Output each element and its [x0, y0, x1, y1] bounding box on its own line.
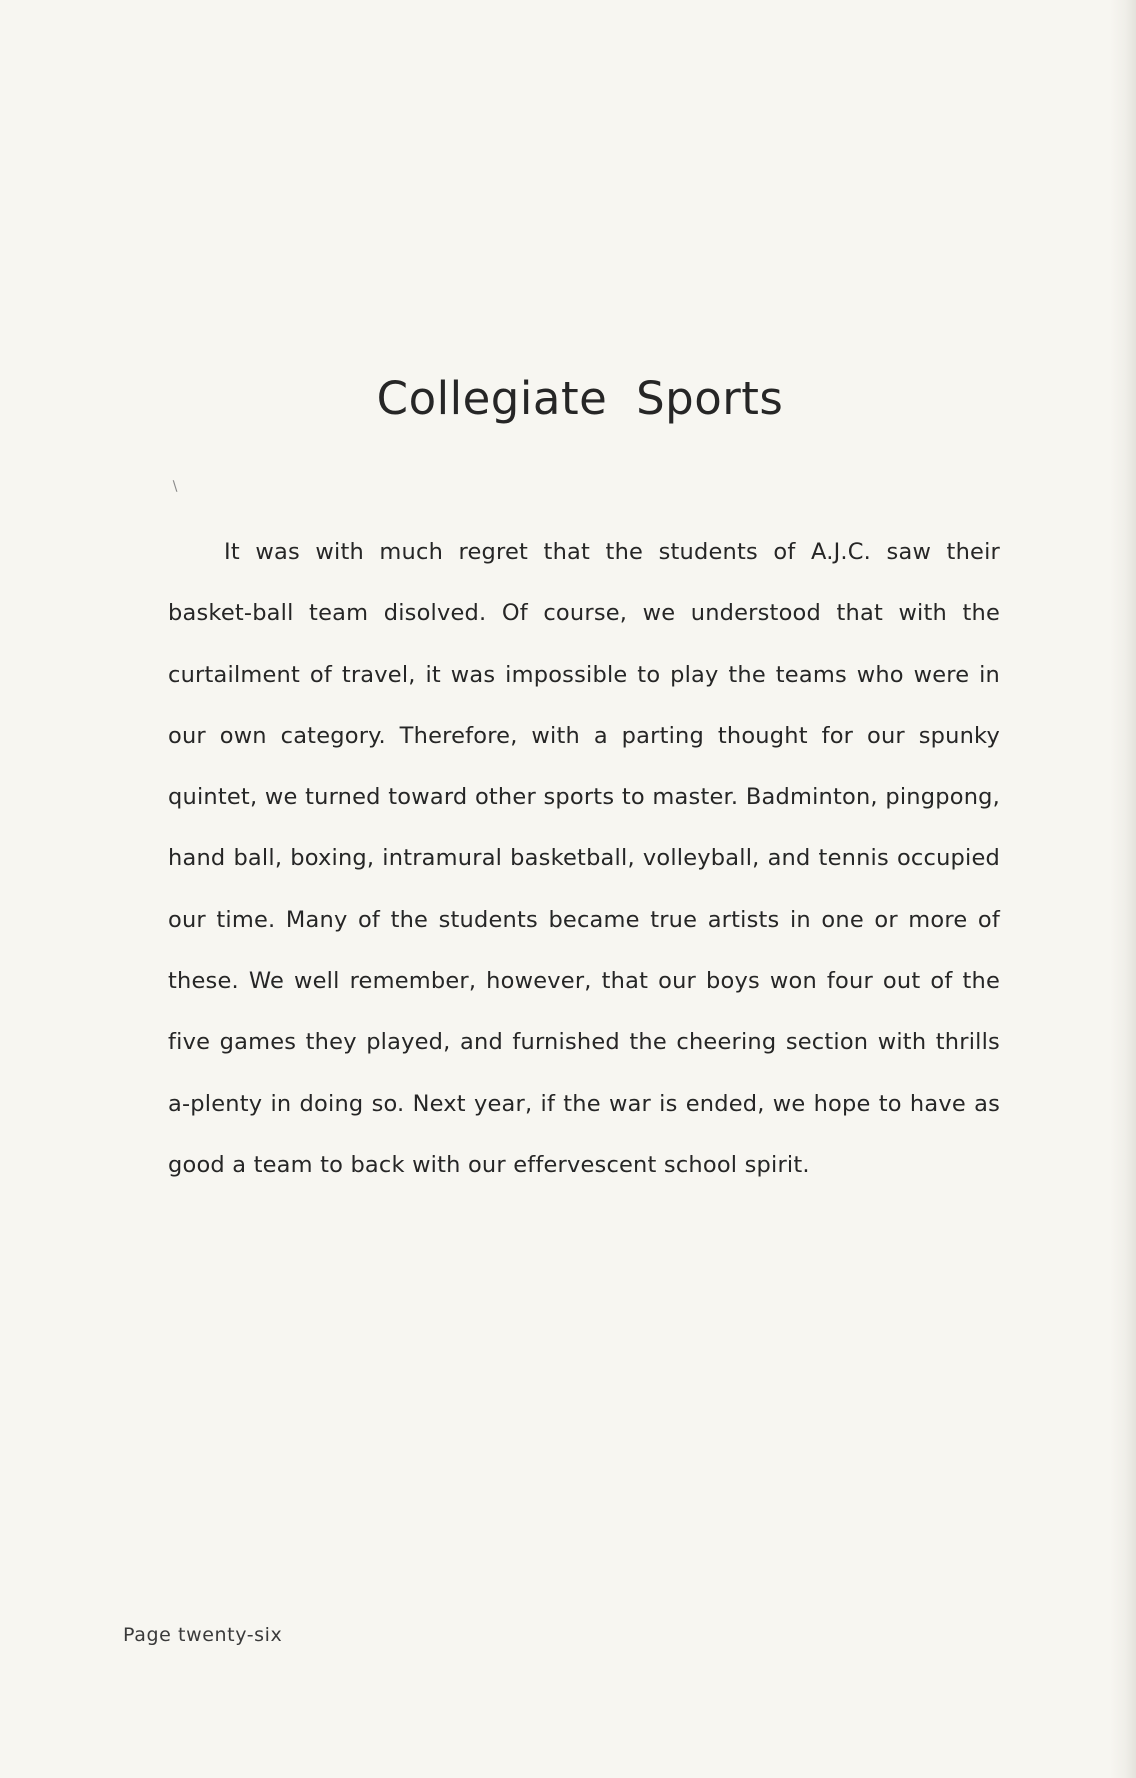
body-paragraph: It was with much regret that the students of A.J.C. saw their basket-ball team disolved. Of course, we understood that with the curtailment of travel, it was impossible to play the teams who were in our own category. Therefore, with a parting thought for our spunky quintet, we turned toward other sports to master. Badminton, pingpong, hand ball, boxing, intramural basketball, volleyball, and tennis occupied our time. Many of the students became true artists in one or more of these. We well remember, however, that our boys won four out of the five games they played, and furnished the cheering section with thrills a-plenty in doing so. Next year, if the war is ended, we hope to have as good a team to back with our effervescent school spirit.: [168, 539, 1000, 1178]
page-number: Page twenty-six: [123, 1624, 283, 1646]
paper-speck: ∖: [170, 479, 179, 495]
page-edge-shading: [1110, 0, 1136, 1778]
page-title: Collegiate Sports: [376, 372, 784, 425]
